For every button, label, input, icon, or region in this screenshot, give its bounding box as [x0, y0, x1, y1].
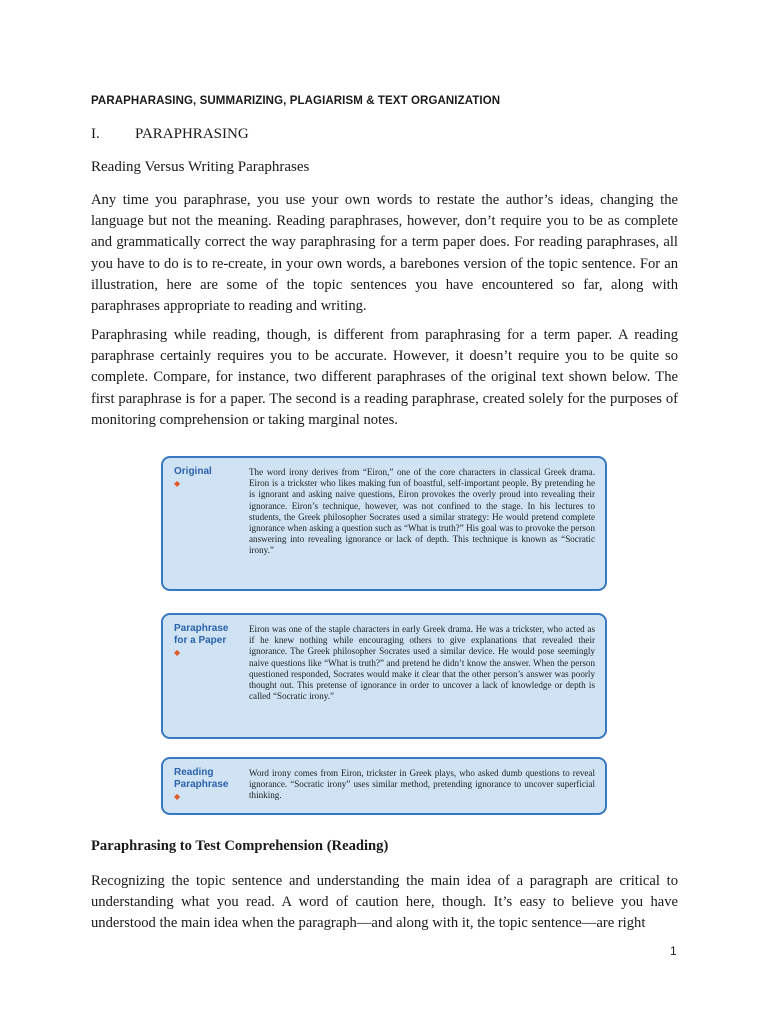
page-number: 1	[670, 944, 677, 958]
section-heading	[91, 126, 249, 143]
document-title: PARAPHARASING, SUMMARIZING, PLAGIARISM & TEXT ORGANIZATION	[91, 95, 501, 107]
paper-paraphrase-box	[161, 613, 607, 739]
diamond-bullet-icon: ◆	[174, 792, 181, 801]
box-text-original: The word irony derives from “Eiron,” one of the core characters in classical Greek drama. Eiron is a trickster who likes making fun of boastful, self-important people. By pretending he is ignorant and asking naive questions, Eiron provokes the overly proud into revealing their ignorance. Eiron’s technique, however, was not confined to the stage. In his lectures to students, the Greek philosopher Socrates used a similar strategy: He would pretend complete ignorance when asking a question such as “What is truth?” His goal was to provoke the person answering into revealing ignorance or lack of depth. This technique is known as “Socratic irony.”	[249, 467, 595, 556]
box-text-reading: Word irony comes from Eiron, trickster in Greek plays, who asked dumb questions to reveal ignorance. “Socratic irony” uses similar method, pretending ignorance to uncover superficial thinking.	[249, 768, 595, 801]
comprehension-heading: Paraphrasing to Test Comprehension (Reading)	[91, 838, 389, 854]
box-label-reading: Reading Paraphrase ◆	[174, 767, 238, 802]
original-text-box	[161, 456, 607, 591]
box-label-paper: Paraphrase for a Paper ◆	[174, 623, 238, 658]
subheading: Reading Versus Writing Paraphrases	[91, 159, 310, 175]
reading-paraphrase-box	[161, 757, 607, 815]
paragraph-3: Recognizing the topic sentence and understanding the main idea of a paragraph are critical to understanding what you read. A word of caution here, though. It’s easy to believe you have understood the main idea when the paragraph—and along with it, the topic sentence—are right	[91, 873, 678, 932]
diamond-bullet-icon: ◆	[174, 648, 181, 657]
paragraph-1: Any time you paraphrase, you use your own words to restate the author’s ideas, changing the language but not the meaning. Reading paraphrases, however, don’t require you to be as complete and grammatically correct the way paraphrasing for a term paper does. For reading paraphrases, all you have to do is to re-create, in your own words, a barebones version of the topic sentence. For an illustration, here are some of the topic sentences you have encountered so far, along with paraphrases appropriate to reading and writing.	[91, 192, 678, 315]
box-text-paper: Eiron was one of the staple characters in early Greek drama. He was a trickster, who acted as if he knew nothing while encouraging others to give explanations that revealed their ignorance. The Greek philosopher Socrates used a similar device. He would pose seemingly naive questions like “What is truth?” and pretend he didn’t know the answer. When the person questioned responded, Socrates would make it clear that the other person’s answer was poorly thought out. This pretense of ignorance in order to uncover a lack of knowledge or depth is called “Socratic irony.”	[249, 624, 595, 702]
section-title: PARAPHRASING	[135, 126, 249, 142]
paragraph-2: Paraphrasing while reading, though, is different from paraphrasing for a term paper. A reading paraphrase certainly requires you to be accurate. However, it doesn’t require you to be quite so complete. Compare, for instance, two different paraphrases of the original text shown below. The first paraphrase is for a paper. The second is a reading paraphrase, created solely for the purposes of monitoring comprehension or taking marginal notes.	[91, 327, 678, 428]
section-number: I.	[91, 126, 100, 142]
box-label-original: Original ◆	[174, 466, 238, 489]
diamond-bullet-icon: ◆	[174, 479, 181, 488]
